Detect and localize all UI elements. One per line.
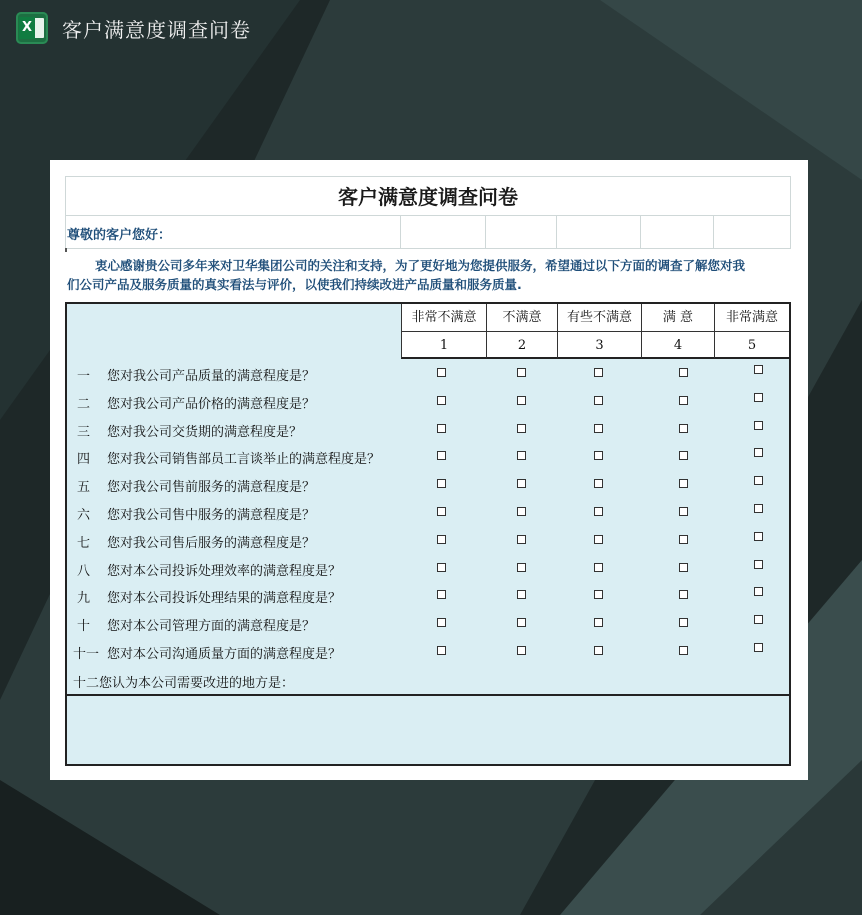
rating-checkbox-5[interactable]	[754, 393, 763, 402]
rating-checkbox-4[interactable]	[679, 535, 688, 544]
rating-checkbox-4[interactable]	[679, 618, 688, 627]
title-bar	[0, 0, 862, 58]
intro-line-1: 衷心感谢贵公司多年来对卫华集团公司的关注和支持，为了更好地为您提供服务，希望通过以下方面的调查了解您对我	[95, 258, 746, 273]
rating-checkbox-5[interactable]	[754, 560, 763, 569]
survey-table	[65, 302, 791, 766]
rating-checkbox-5[interactable]	[754, 504, 763, 513]
scale-label-5: 非常满意	[714, 304, 789, 332]
improvement-answer-area[interactable]	[67, 694, 789, 766]
rating-checkbox-3[interactable]	[594, 451, 603, 460]
rating-checkbox-3[interactable]	[594, 396, 603, 405]
question-row	[67, 581, 789, 609]
scale-number-5: 5	[714, 332, 789, 359]
rating-checkbox-3[interactable]	[594, 535, 603, 544]
question-number: 一	[77, 369, 91, 384]
cell-marker	[65, 248, 71, 252]
question-row	[67, 609, 789, 637]
rating-checkbox-1[interactable]	[437, 368, 446, 377]
rating-checkbox-1[interactable]	[437, 396, 446, 405]
question-row	[67, 526, 789, 554]
survey-form	[65, 176, 791, 766]
rating-checkbox-4[interactable]	[679, 646, 688, 655]
question-number: 十	[77, 619, 91, 635]
question-text: 您对我公司售中服务的满意程度是？	[107, 508, 316, 523]
rating-checkbox-1[interactable]	[437, 424, 446, 433]
open-question-row	[67, 666, 789, 694]
question-text: 您对本公司投诉处理结果的满意程度是？	[107, 591, 342, 607]
spreadsheet-preview	[50, 160, 808, 780]
question-text: 您对本公司投诉处理效率的满意程度是？	[107, 563, 342, 579]
rating-checkbox-1[interactable]	[437, 479, 446, 488]
question-text: 您对我公司售后服务的满意程度是？	[107, 535, 316, 551]
rating-checkbox-4[interactable]	[679, 479, 688, 488]
scale-number-2: 2	[486, 332, 557, 359]
question-text: 您对我公司交货期的满意程度是？	[107, 424, 303, 440]
question-text: 您对我公司产品质量的满意程度是？	[107, 369, 316, 384]
rating-checkbox-3[interactable]	[594, 479, 603, 488]
question-number: 七	[77, 535, 91, 551]
question-number: 四	[77, 452, 91, 468]
rating-checkbox-5[interactable]	[754, 365, 763, 374]
rating-checkbox-3[interactable]	[594, 590, 603, 599]
question-row	[67, 442, 789, 470]
question-row	[67, 415, 789, 443]
scale-number-3: 3	[557, 332, 641, 359]
rating-checkbox-3[interactable]	[594, 424, 603, 433]
question-text: 您对本公司沟通质量方面的满意程度是？	[107, 647, 342, 662]
question-number: 八	[77, 563, 91, 579]
rating-checkbox-3[interactable]	[594, 618, 603, 627]
rating-checkbox-2[interactable]	[517, 451, 526, 460]
rating-checkbox-5[interactable]	[754, 643, 763, 652]
rating-checkbox-2[interactable]	[517, 368, 526, 377]
open-question-text: 您认为本公司需要改进的地方是：	[99, 676, 295, 691]
intro-paragraph	[67, 256, 789, 294]
question-number: 五	[77, 480, 91, 496]
rating-checkbox-1[interactable]	[437, 646, 446, 655]
scale-number-4: 4	[641, 332, 714, 359]
rating-checkbox-2[interactable]	[517, 646, 526, 655]
scale-label-2: 不满意	[486, 304, 557, 332]
rating-checkbox-2[interactable]	[517, 535, 526, 544]
rating-checkbox-2[interactable]	[517, 424, 526, 433]
question-text: 您对我公司销售部员工言谈举止的满意程度是？	[107, 452, 381, 468]
question-row	[67, 554, 789, 582]
rating-checkbox-5[interactable]	[754, 476, 763, 485]
rating-checkbox-4[interactable]	[679, 590, 688, 599]
question-row	[67, 498, 789, 526]
rating-checkbox-4[interactable]	[679, 563, 688, 572]
form-title: 客户满意度调查问卷	[65, 176, 791, 216]
question-row	[67, 637, 789, 665]
rating-checkbox-4[interactable]	[679, 451, 688, 460]
rating-checkbox-4[interactable]	[679, 424, 688, 433]
scale-number-1: 1	[401, 332, 486, 359]
rating-checkbox-2[interactable]	[517, 590, 526, 599]
rating-checkbox-2[interactable]	[517, 396, 526, 405]
open-question-number: 十二	[73, 676, 100, 691]
rating-checkbox-3[interactable]	[594, 507, 603, 516]
question-number: 三	[77, 424, 91, 440]
scale-label-3: 有些不满意	[557, 304, 641, 332]
rating-checkbox-1[interactable]	[437, 451, 446, 460]
rating-checkbox-1[interactable]	[437, 618, 446, 627]
rating-checkbox-3[interactable]	[594, 646, 603, 655]
rating-checkbox-5[interactable]	[754, 448, 763, 457]
document-title: 客户满意度调查问卷	[62, 18, 251, 42]
question-text: 您对我公司产品价格的满意程度是？	[107, 396, 316, 412]
rating-checkbox-4[interactable]	[679, 368, 688, 377]
rating-checkbox-1[interactable]	[437, 590, 446, 599]
question-row	[67, 470, 789, 498]
question-number: 二	[77, 396, 91, 412]
scale-label-1: 非常不满意	[401, 304, 486, 332]
rating-checkbox-2[interactable]	[517, 507, 526, 516]
question-row	[67, 359, 789, 387]
rating-checkbox-5[interactable]	[754, 615, 763, 624]
question-text: 您对我公司售前服务的满意程度是？	[107, 480, 316, 496]
question-text: 您对本公司管理方面的满意程度是？	[107, 619, 316, 635]
rating-checkbox-2[interactable]	[517, 563, 526, 572]
rating-checkbox-5[interactable]	[754, 532, 763, 541]
rating-checkbox-4[interactable]	[679, 396, 688, 405]
excel-icon: X	[16, 12, 48, 44]
intro-line-2: 们公司产品及服务质量的真实看法与评价，以使我们持续改进产品质量和服务质量.	[67, 277, 522, 292]
question-row	[67, 387, 789, 415]
rating-checkbox-5[interactable]	[754, 587, 763, 596]
question-number: 六	[77, 508, 91, 523]
rating-checkbox-4[interactable]	[679, 507, 688, 516]
question-number: 九	[77, 591, 91, 607]
rating-checkbox-5[interactable]	[754, 421, 763, 430]
rating-checkbox-1[interactable]	[437, 563, 446, 572]
rating-checkbox-2[interactable]	[517, 479, 526, 488]
greeting-row	[65, 216, 791, 249]
rating-checkbox-3[interactable]	[594, 368, 603, 377]
rating-checkbox-1[interactable]	[437, 507, 446, 516]
rating-checkbox-2[interactable]	[517, 618, 526, 627]
question-number: 十一	[73, 647, 100, 662]
rating-checkbox-1[interactable]	[437, 535, 446, 544]
greeting-text: 尊敬的客户您好：	[67, 228, 172, 243]
scale-label-4: 满 意	[641, 304, 714, 332]
rating-checkbox-3[interactable]	[594, 563, 603, 572]
